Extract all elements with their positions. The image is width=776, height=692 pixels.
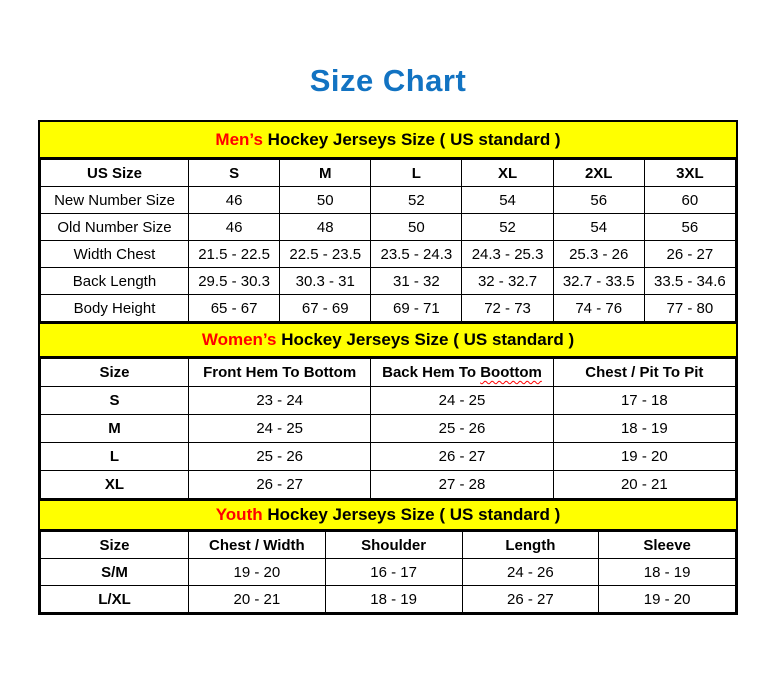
table-cell: 67 - 69 — [280, 295, 371, 322]
table-cell: 56 — [644, 214, 735, 241]
youth-section-title: Hockey Jerseys Size ( US standard ) — [262, 505, 561, 524]
table-cell: 26 - 27 — [462, 586, 599, 613]
column-header-cell: Length — [462, 532, 599, 559]
table-cell: 19 - 20 — [189, 559, 326, 586]
table-cell: 26 - 27 — [644, 241, 735, 268]
table-cell: 74 - 76 — [553, 295, 644, 322]
table-cell: 24 - 26 — [462, 559, 599, 586]
table-cell: 32 - 32.7 — [462, 268, 553, 295]
table-cell: 24 - 25 — [189, 415, 371, 443]
table-cell: 19 - 20 — [599, 586, 736, 613]
column-header-cell: S — [189, 160, 280, 187]
column-header-cell: Chest / Pit To Pit — [553, 359, 735, 387]
column-header-cell: Front Hem To Bottom — [189, 359, 371, 387]
table-cell: L — [41, 443, 189, 471]
mens-section-title: Hockey Jerseys Size ( US standard ) — [262, 129, 561, 149]
column-header-cell — [371, 359, 553, 387]
column-header-cell: XL — [462, 160, 553, 187]
column-header-cell: 2XL — [553, 160, 644, 187]
table-row — [41, 241, 736, 268]
table-cell: 29.5 - 30.3 — [189, 268, 280, 295]
table-cell: 50 — [280, 187, 371, 214]
table-cell: 24.3 - 25.3 — [462, 241, 553, 268]
header-row — [41, 532, 736, 559]
table-cell: New Number Size — [41, 187, 189, 214]
header-row — [41, 359, 736, 387]
table-cell: 23.5 - 24.3 — [371, 241, 462, 268]
header-text: Back Hem To — [382, 364, 481, 381]
table-cell: 32.7 - 33.5 — [553, 268, 644, 295]
table-row — [41, 586, 736, 613]
table-cell: 60 — [644, 187, 735, 214]
table-cell: 18 - 19 — [325, 586, 462, 613]
column-header-cell: Size — [41, 359, 189, 387]
table-cell: 17 - 18 — [553, 387, 735, 415]
table-cell: 69 - 71 — [371, 295, 462, 322]
table-cell: 25 - 26 — [371, 415, 553, 443]
misspelled-word: Boottom — [480, 364, 542, 381]
size-chart-container — [38, 120, 738, 615]
table-row — [41, 559, 736, 586]
youth-section-accent: Youth — [215, 505, 263, 524]
womens-section-accent: Women’s — [201, 330, 277, 349]
table-cell: 77 - 80 — [644, 295, 735, 322]
page-title: Size Chart — [309, 63, 467, 98]
table-cell: L/XL — [41, 586, 189, 613]
table-cell: Back Length — [41, 268, 189, 295]
table-cell: 25.3 - 26 — [553, 241, 644, 268]
column-header-cell: US Size — [41, 160, 189, 187]
table-cell: 16 - 17 — [325, 559, 462, 586]
table-cell: Body Height — [41, 295, 189, 322]
table-cell: 48 — [280, 214, 371, 241]
table-row — [41, 415, 736, 443]
table-cell: 54 — [553, 214, 644, 241]
table-cell: 26 - 27 — [371, 443, 553, 471]
mens-section-accent: Men’s — [215, 129, 263, 149]
table-cell: Width Chest — [41, 241, 189, 268]
table-cell: S/M — [41, 559, 189, 586]
table-cell: 22.5 - 23.5 — [280, 241, 371, 268]
column-header-cell: L — [371, 160, 462, 187]
womens-section-title: Hockey Jerseys Size ( US standard ) — [276, 330, 575, 349]
table-cell: 20 - 21 — [189, 586, 326, 613]
table-cell: 52 — [371, 187, 462, 214]
table-cell: Old Number Size — [41, 214, 189, 241]
mens-size-table — [40, 159, 736, 322]
column-header-cell: M — [280, 160, 371, 187]
table-cell: 18 - 19 — [599, 559, 736, 586]
table-row — [41, 443, 736, 471]
table-cell: 19 - 20 — [553, 443, 735, 471]
womens-section-header — [40, 322, 736, 358]
table-cell: 33.5 - 34.6 — [644, 268, 735, 295]
youth-section-header — [40, 499, 736, 531]
table-row — [41, 471, 736, 499]
table-row — [41, 295, 736, 322]
column-header-cell: Size — [41, 532, 189, 559]
table-cell: 24 - 25 — [371, 387, 553, 415]
column-header-cell: Shoulder — [325, 532, 462, 559]
table-cell: 21.5 - 22.5 — [189, 241, 280, 268]
table-cell: S — [41, 387, 189, 415]
table-cell: XL — [41, 471, 189, 499]
table-cell: 26 - 27 — [189, 471, 371, 499]
header-row — [41, 160, 736, 187]
table-cell: 46 — [189, 214, 280, 241]
table-cell: 23 - 24 — [189, 387, 371, 415]
column-header-cell: Chest / Width — [189, 532, 326, 559]
column-header-cell: Sleeve — [599, 532, 736, 559]
table-cell: 56 — [553, 187, 644, 214]
table-row — [41, 387, 736, 415]
youth-size-table — [40, 531, 736, 613]
womens-size-table — [40, 358, 736, 499]
table-cell: 65 - 67 — [189, 295, 280, 322]
table-cell: 50 — [371, 214, 462, 241]
table-cell: 18 - 19 — [553, 415, 735, 443]
table-cell: 20 - 21 — [553, 471, 735, 499]
table-cell: 54 — [462, 187, 553, 214]
table-cell: 27 - 28 — [371, 471, 553, 499]
table-cell: 52 — [462, 214, 553, 241]
table-cell: 30.3 - 31 — [280, 268, 371, 295]
table-cell: 25 - 26 — [189, 443, 371, 471]
table-row — [41, 268, 736, 295]
table-row — [41, 187, 736, 214]
table-cell: 46 — [189, 187, 280, 214]
table-cell: M — [41, 415, 189, 443]
table-row — [41, 214, 736, 241]
column-header-cell: 3XL — [644, 160, 735, 187]
table-cell: 31 - 32 — [371, 268, 462, 295]
table-cell: 72 - 73 — [462, 295, 553, 322]
mens-section-header — [40, 122, 736, 159]
